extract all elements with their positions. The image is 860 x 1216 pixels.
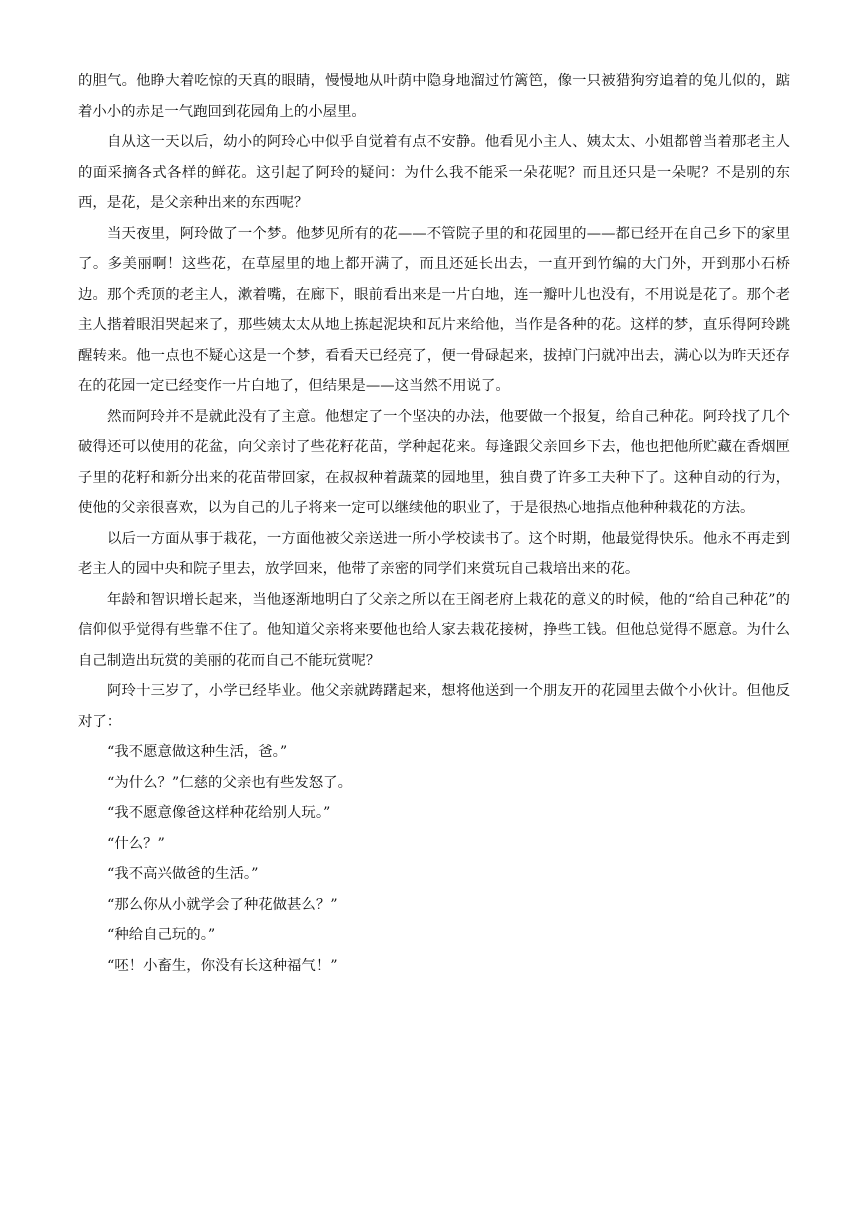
dialog-line: “我不愿意做这种生活，爸。”	[107, 744, 288, 760]
dialog-line: “种给自己玩的。”	[107, 927, 216, 943]
dialog-line: “为什么？”仁慈的父亲也有些发怒了。	[107, 774, 352, 791]
document-page	[78, 66, 790, 981]
paragraph-thirteen: 阿玲十三岁了，小学已经毕业。他父亲就踌躇起来，想将他送到一个朋友开的花园里去做个小伙计。但他反对了：	[78, 683, 790, 730]
paragraph-own-garden: 然而阿玲并不是就此没有了主意。他想定了一个坚决的办法，他要做一个报复，给自己种花。阿玲找了几个破得还可以使用的花盆，向父亲讨了些花籽花苗，学种起花来。每逢跟父亲回乡下去，他也把他所贮藏在香烟匣子里的花籽和新分出来的花苗带回家，在叔叔种着蔬菜的园地里，独自费了许多工夫种下了。这种自动的行为，使他的父亲很喜欢，以为自己的儿子将来一定可以继续他的职业了，于是很热心地指点他种种栽花的方法。	[78, 408, 790, 516]
dialog-line: “我不高兴做爸的生活。”	[107, 866, 259, 882]
paragraph-unease: 自从这一天以后，幼小的阿玲心中似乎自觉着有点不安静。他看见小主人、姨太太、小姐都曾当着那老主人的面采摘各式各样的鲜花。这引起了阿玲的疑问：为什么我不能采一朵花呢？而且还只是一朵呢？不是别的东西，是花，是父亲种出来的东西呢？	[78, 134, 790, 211]
paragraph-growing-up: 年龄和智识增长起来，当他逐渐地明白了父亲之所以在王阁老府上栽花的意义的时候，他的“给自己种花”的信仰似乎觉得有些靠不住了。他知道父亲将来要他也给人家去栽花接树，挣些工钱。但他总觉得不愿意。为什么自己制造出玩赏的美丽的花而自己不能玩赏呢？	[78, 591, 790, 669]
dialog-line: “呸！小畜生，你没有长这种福气！”	[107, 957, 338, 974]
dialog-line: “那么你从小就学会了种花做甚么？”	[107, 896, 338, 913]
paragraph-continuation: 的胆气。他睁大着吃惊的天真的眼睛，慢慢地从叶荫中隐身地溜过竹篱笆，像一只被猎狗穷追着的兔儿似的，踮着小小的赤足一气跑回到花园角上的小屋里。	[78, 73, 790, 120]
dialog-line: “什么？”	[107, 835, 165, 852]
dialog-line: “我不愿意像爸这样种花给别人玩。”	[107, 805, 331, 821]
paragraph-school: 以后一方面从事于栽花，一方面他被父亲送进一所小学校读书了。这个时期，他最觉得快乐。他永不再走到老主人的园中央和院子里去，放学回来，他带了亲密的同学们来赏玩自己栽培出来的花。	[78, 530, 790, 577]
paragraph-dream: 当天夜里，阿玲做了一个梦。他梦见所有的花——不管院子里的和花园里的——都已经开在自己乡下的家里了。多美丽啊！这些花，在草屋里的地上都开满了，而且还延长出去，一直开到竹编的大门外，开到那小石桥边。那个秃顶的老主人，漱着嘴，在廊下，眼前看出来是一片白地，连一瓣叶儿也没有，不用说是花了。那个老主人揩着眼泪哭起来了，那些姨太太从地上拣起泥块和瓦片来给他，当作是各种的花。这样的梦，直乐得阿玲跳醒转来。他一点也不疑心这是一个梦，看看天已经亮了，便一骨碌起来，拔掉门闩就冲出去，满心以为昨天还存在的花园一定已经变作一片白地了，但结果是——这当然不用说了。	[78, 225, 790, 394]
